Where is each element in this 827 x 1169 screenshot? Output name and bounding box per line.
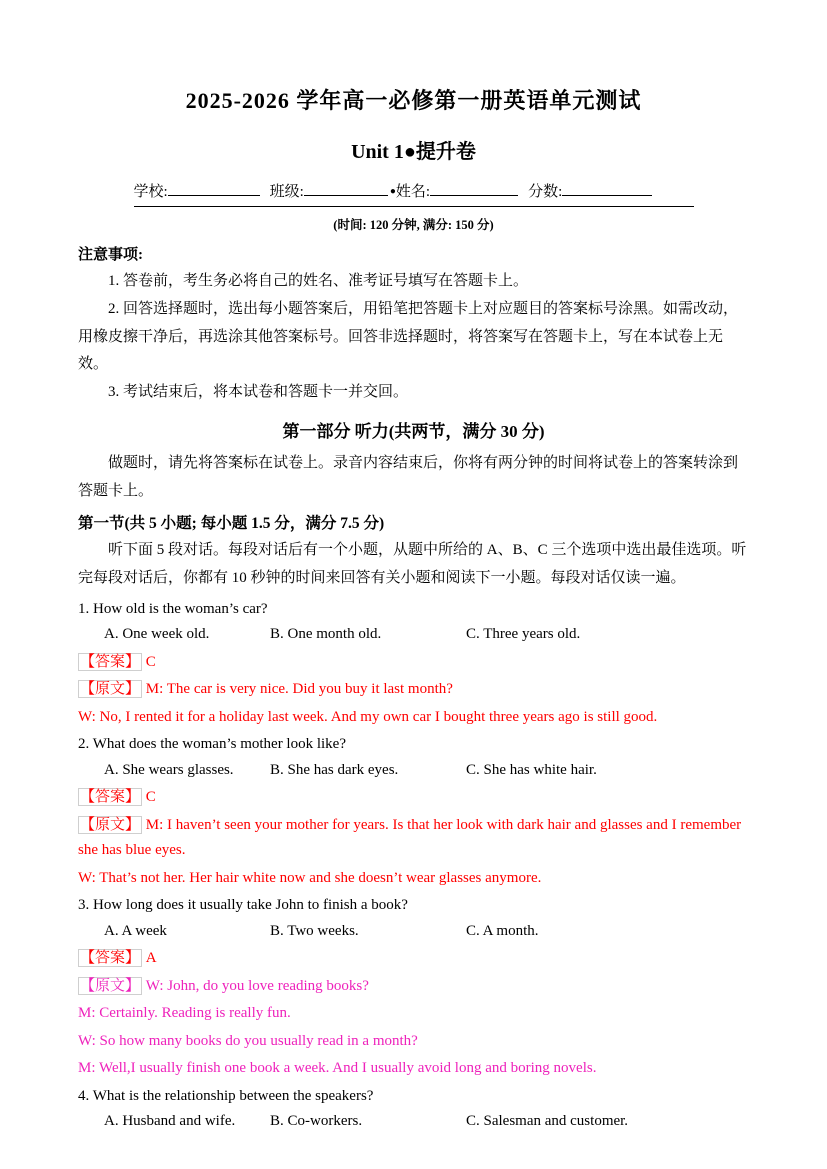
transcript-label: 【原文】 <box>80 681 141 698</box>
option-b: B. Co-workers. <box>270 1113 363 1130</box>
transcript-text: W: John, do you love reading books? <box>145 977 369 994</box>
notice-item-3: 3. 考试结束后，将本试卷和答题卡一并交回。 <box>108 384 409 400</box>
question-text: 2. What does the woman’s mother look like? <box>78 736 347 753</box>
answer-value: A <box>145 950 157 967</box>
transcript-line: W: That’s not her. Her hair white now and she doesn’t wear glasses anymore. <box>78 869 542 886</box>
unit-subtitle: Unit 1●提升卷 <box>351 141 476 163</box>
option-b: B. Two weeks. <box>270 922 359 939</box>
student-info-row <box>134 180 694 207</box>
transcript-line <box>78 677 749 703</box>
transcript-line: W: So how many books do you usually read in a month? <box>78 1032 418 1049</box>
transcript-text: M: I haven’t seen your mother for years. Is that her look with dark hair and glasses and I remember she has blue eyes. <box>78 816 742 859</box>
school-blank <box>168 181 260 196</box>
school-label: 学校: <box>133 184 168 200</box>
transcript-line: W: No, I rented it for a holiday last week. And my own car I bought three years ago is still good. <box>78 708 658 725</box>
question-options <box>78 919 749 945</box>
transcript-line: M: Well,I usually finish one book a week. And I usually avoid long and boring novels. <box>78 1060 597 1077</box>
section1-intro: 听下面 5 段对话。每段对话后有一个小题，从题中所给的 A、B、C 三个选项中选出最佳选项。听完每段对话后，你都有 10 秒钟的时间来回答有关小题和阅读下一小题。每段对话仅读一遍。 <box>78 542 747 586</box>
option-b: B. One month old. <box>270 626 382 643</box>
question-2 <box>78 732 749 891</box>
question-4 <box>78 1084 749 1135</box>
transcript-text: M: The car is very nice. Did you buy it last month? <box>145 681 453 698</box>
question-text: 1. How old is the woman’s car? <box>78 600 268 617</box>
time-score-line: (时间: 120 分钟, 满分: 150 分) <box>333 218 494 232</box>
score-label: 分数: <box>528 184 563 200</box>
option-c: C. She has white hair. <box>466 761 597 778</box>
answer-line <box>78 650 749 676</box>
question-options <box>78 758 749 784</box>
answer-label: 【答案】 <box>80 950 141 967</box>
score-blank <box>562 181 652 196</box>
question-options <box>78 1109 749 1135</box>
option-c: C. A month. <box>466 922 539 939</box>
option-c: C. Three years old. <box>466 626 581 643</box>
notice-item-1: 1. 答卷前，考生务必将自己的姓名、准考证号填写在答题卡上。 <box>108 273 529 289</box>
question-text: 4. What is the relationship between the speakers? <box>78 1087 374 1104</box>
name-blank <box>430 181 518 196</box>
option-b: B. She has dark eyes. <box>270 761 399 778</box>
question-3 <box>78 893 749 1082</box>
answer-value: C <box>145 789 156 806</box>
name-label: 姓名: <box>395 184 431 200</box>
class-label: 班级: <box>269 184 304 200</box>
part1-intro: 做题时，请先将答案标在试卷上。录音内容结束后，你将有两分钟的时间将试卷上的答案转涂到答题卡上。 <box>78 454 739 499</box>
option-c: C. Salesman and customer. <box>466 1113 629 1130</box>
option-a: A. A week <box>104 922 167 939</box>
transcript-line: M: Certainly. Reading is really fun. <box>78 1005 291 1022</box>
answer-value: C <box>145 653 156 670</box>
question-options <box>78 622 749 648</box>
transcript-line <box>78 974 749 1000</box>
option-a: A. Husband and wife. <box>104 1113 236 1130</box>
answer-label: 【答案】 <box>80 789 141 806</box>
separator-dot: ● <box>389 186 396 197</box>
answer-label: 【答案】 <box>80 653 141 670</box>
transcript-label: 【原文】 <box>80 816 141 833</box>
question-1 <box>78 597 749 731</box>
option-a: A. She wears glasses. <box>104 761 234 778</box>
notice-heading: 注意事项: <box>78 247 143 263</box>
class-blank <box>304 181 388 196</box>
option-a: A. One week old. <box>104 626 210 643</box>
answer-line <box>78 785 749 811</box>
transcript-line <box>78 813 749 864</box>
part1-heading: 第一部分 听力(共两节，满分 30 分) <box>282 421 545 441</box>
transcript-label: 【原文】 <box>80 977 141 994</box>
answer-line <box>78 946 749 972</box>
page-title: 2025-2026 学年高一必修第一册英语单元测试 <box>185 88 642 113</box>
section1-heading: 第一节(共 5 小题; 每小题 1.5 分，满分 7.5 分) <box>78 515 385 533</box>
notice-item-2: 2. 回答选择题时，选出每小题答案后，用铅笔把答题卡上对应题目的答案标号涂黑。如需改动，用橡皮擦干净后，再选涂其他答案标号。回答非选择题时，将答案写在答题卡上，写在本试卷上无效。 <box>78 300 739 373</box>
question-text: 3. How long does it usually take John to finish a book? <box>78 897 408 914</box>
